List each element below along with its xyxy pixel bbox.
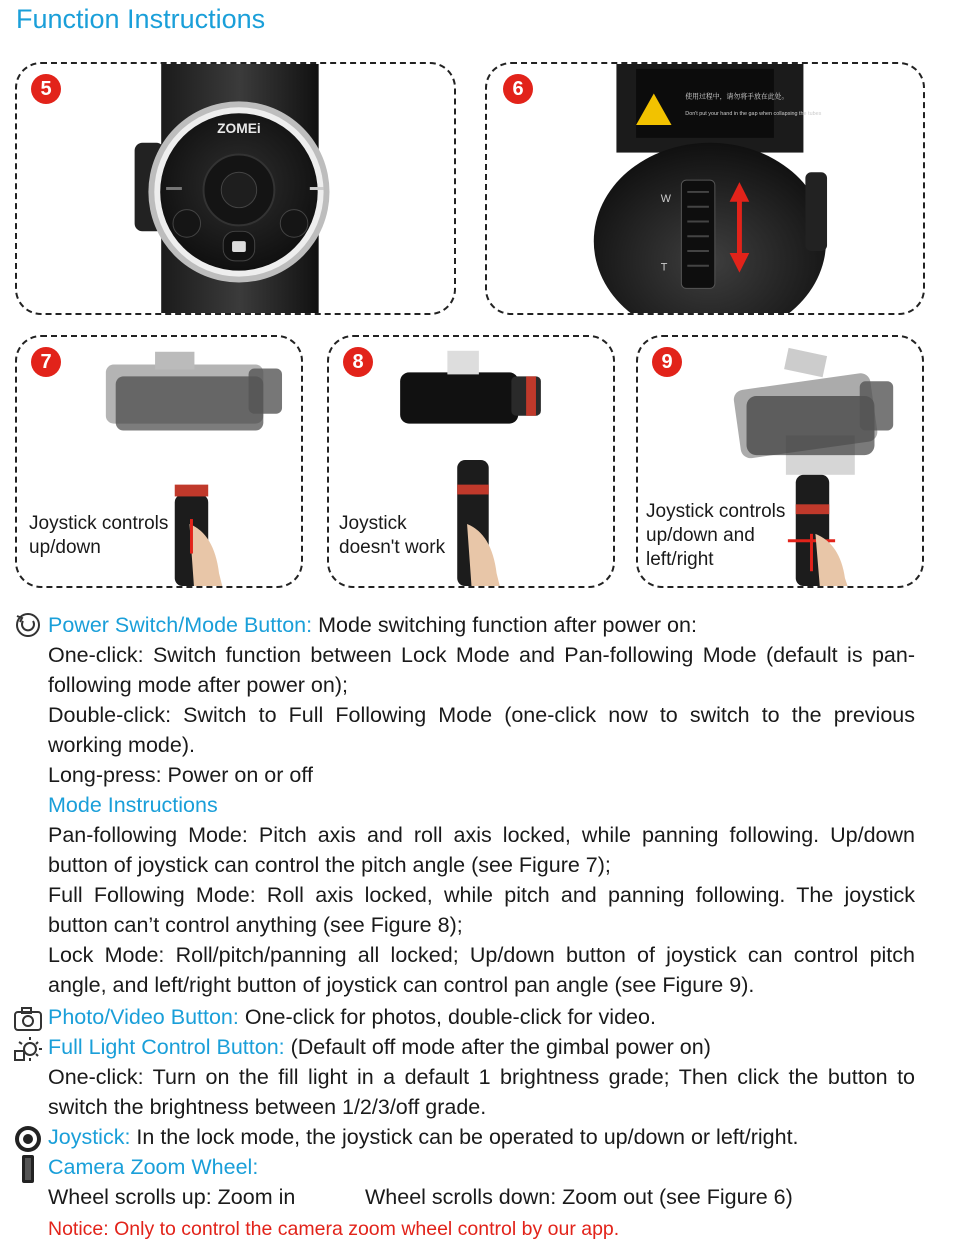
svg-text:Don't put your hand in the gap: Don't put your hand in the gap when collapsing the tubes — [685, 111, 822, 118]
figure-7-caption-line-2: up/down — [29, 537, 101, 558]
photo-button-row — [48, 1002, 915, 1032]
zoom-wheel-label: Camera Zoom Wheel: — [48, 1155, 259, 1179]
figure-7-caption-line-1: Joystick controls — [29, 513, 169, 534]
figure-8-caption-line-1: Joystick — [339, 513, 407, 534]
page-title: Function Instructions — [16, 4, 266, 34]
full-following-mode-text: Full Following Mode: Roll axis locked, while pitch and panning following. The joystick button can’t control anything (see Figure 8); — [48, 883, 915, 938]
power-mode-icon — [12, 610, 44, 640]
gimbal-control-panel-photo — [17, 64, 454, 313]
joystick-icon — [12, 1124, 44, 1154]
joystick-row — [48, 1122, 915, 1152]
figure-9-caption-line-1: Joystick controls — [646, 501, 786, 522]
lock-mode-text: Lock Mode: Roll/pitch/panning all locked; Up/down button of joystick can control pitch angle, and left/right button of joystick can control pan angle (see Figure 9). — [48, 943, 915, 998]
figure-8-caption-line-2: doesn't work — [339, 537, 446, 558]
figure-9-badge: 9 — [652, 347, 682, 377]
figure-7-badge: 7 — [31, 347, 61, 377]
figure-8-panel — [327, 335, 615, 588]
joystick-text: In the lock mode, the joystick can be operated to up/down or left/right. — [130, 1125, 799, 1149]
svg-text:T: T — [660, 261, 668, 274]
zoom-wheel-icon — [12, 1154, 44, 1184]
notice-text: Notice: Only to control the camera zoom wheel control by our app. — [48, 1218, 620, 1240]
figure-8-badge: 8 — [343, 347, 373, 377]
figure-9-caption-line-2: up/down and — [646, 525, 755, 546]
light-button-row — [48, 1032, 915, 1062]
power-one-click-text: One-click: Switch function between Lock Mode and Pan-following Mode (default is pan-following mode after power on); — [48, 643, 915, 698]
power-button-text: Mode switching function after power on: — [312, 613, 697, 637]
figure-9-panel — [636, 335, 924, 588]
light-icon — [12, 1034, 44, 1064]
svg-text:使用过程中，请勿将手放在此处。: 使用过程中，请勿将手放在此处。 — [685, 93, 789, 101]
figure-6-badge: 6 — [503, 74, 533, 104]
light-button-text: (Default off mode after the gimbal power on) — [284, 1035, 711, 1059]
power-long-press-text: Long-press: Power on or off — [48, 763, 313, 787]
light-button-label: Full Light Control Button: — [48, 1035, 285, 1059]
figure-9-caption-line-3: left/right — [646, 549, 714, 570]
power-button-label: Power Switch/Mode Button: — [48, 613, 313, 637]
figure-7-panel — [15, 335, 303, 588]
zoom-down-text: Wheel scrolls down: Zoom out (see Figure 6) — [365, 1185, 793, 1209]
camera-icon — [12, 1004, 44, 1034]
photo-button-text: One-click for photos, double-click for video. — [238, 1005, 656, 1029]
light-one-click-text: One-click: Turn on the fill light in a default 1 brightness grade; Then click the button to switch the brightness between 1/2/3/off grade. — [48, 1065, 915, 1120]
svg-text:W: W — [660, 192, 671, 205]
mode-instructions-heading: Mode Instructions — [48, 793, 218, 817]
pan-following-mode-text: Pan-following Mode: Pitch axis and roll axis locked, while panning following. Up/down button of joystick can control the pitch angle (see Figure 7); — [48, 823, 915, 878]
zoom-up-text: Wheel scrolls up: Zoom in — [48, 1185, 296, 1209]
figure-5-badge: 5 — [31, 74, 61, 104]
joystick-label: Joystick: — [48, 1125, 131, 1149]
power-double-click-text: Double-click: Switch to Full Following Mode (one-click now to switch to the previous working mode). — [48, 703, 915, 758]
zoom-wheel-row — [48, 1182, 915, 1212]
photo-button-label: Photo/Video Button: — [48, 1005, 239, 1029]
gimbal-zoom-wheel-photo — [487, 64, 923, 313]
svg-text:ZOMEi: ZOMEi — [217, 120, 261, 136]
power-button-heading — [48, 610, 915, 640]
figure-5-panel — [15, 62, 456, 315]
figure-6-panel — [485, 62, 925, 315]
